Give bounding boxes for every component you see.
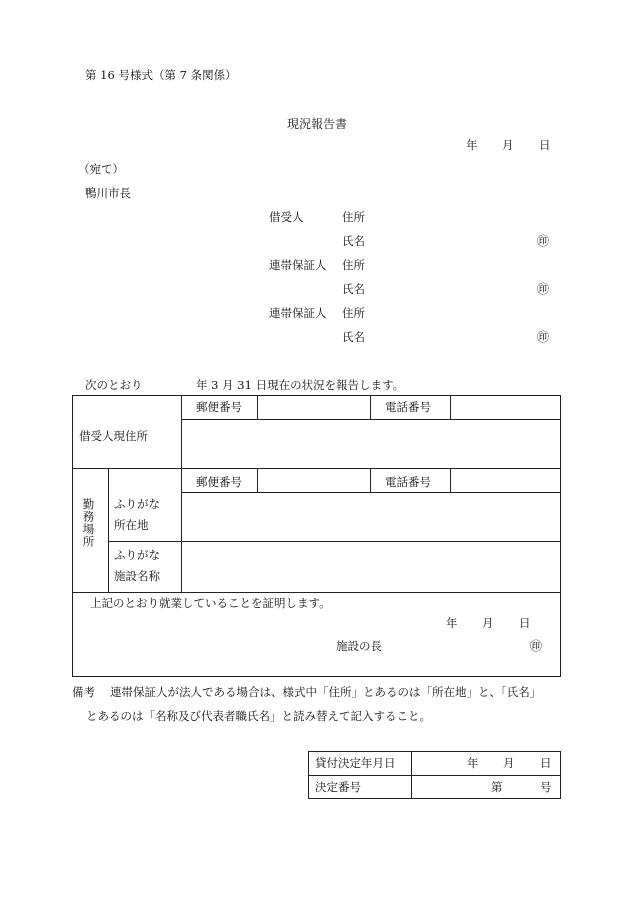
party-address-label: 住所 [342,210,365,224]
intro-prefix: 次のとおり [85,378,143,392]
form-number: 第 16 号様式（第 7 条関係） [85,68,237,82]
decision-number-label: 決定番号 [315,780,361,794]
phone-number-label: 電話番号 [385,400,431,414]
decision-date-day: 日 [540,756,552,770]
decision-number-prefix: 第 [491,780,503,794]
addressee-prefix: （宛て） [78,162,124,176]
party-role-guarantor-2: 連帯保証人 [269,306,327,320]
addressee: 鴨川市長 [85,186,131,200]
seal-mark: ㊞ [537,282,550,296]
postal-code-label: 郵便番号 [196,400,242,414]
party-address-label: 住所 [342,258,365,272]
date-year: 年 [466,138,478,152]
facility-name-label: 施設名称 [114,569,160,583]
cert-date-month: 月 [482,616,494,630]
intro-text: 年 3 月 31 日現在の状況を報告します。 [196,378,405,392]
decision-number-suffix: 号 [540,780,552,794]
date-day: 日 [539,138,551,152]
cert-date-day: 日 [519,616,531,630]
party-name-label: 氏名 [342,234,365,248]
page-title: 現況報告書 [287,117,348,131]
decision-date-month: 月 [503,756,515,770]
note-line-1: 連帯保証人が法人である場合は、様式中「住所」とあるのは「所在地」と、「氏名」 [110,685,542,699]
seal-mark: ㊞ [530,639,543,653]
seal-mark: ㊞ [537,234,550,248]
note-line-2: とあるのは「名称及び代表者職氏名」と読み替えて記入すること。 [86,709,431,723]
phone-number-label: 電話番号 [385,475,431,489]
seal-mark: ㊞ [537,330,550,344]
borrower-address-label: 借受人現住所 [79,429,148,443]
location-label: 所在地 [114,518,149,532]
party-name-label: 氏名 [342,282,365,296]
party-role-borrower: 借受人 [269,210,304,224]
party-role-guarantor-1: 連帯保証人 [269,258,327,272]
decision-date-label: 貸付決定年月日 [315,756,396,770]
workplace-label: 勤務場所 [81,498,96,548]
certify-text: 上記のとおり就業していることを証明します。 [90,596,331,610]
postal-code-label: 郵便番号 [196,475,242,489]
note-label: 備考 [72,685,95,699]
date-month: 月 [502,138,514,152]
furigana-label: ふりがな [114,497,160,511]
party-address-label: 住所 [342,306,365,320]
cert-date-year: 年 [446,616,458,630]
decision-date-year: 年 [467,756,479,770]
furigana-label: ふりがな [114,548,160,562]
facility-head-label: 施設の長 [336,639,382,653]
party-name-label: 氏名 [342,330,365,344]
